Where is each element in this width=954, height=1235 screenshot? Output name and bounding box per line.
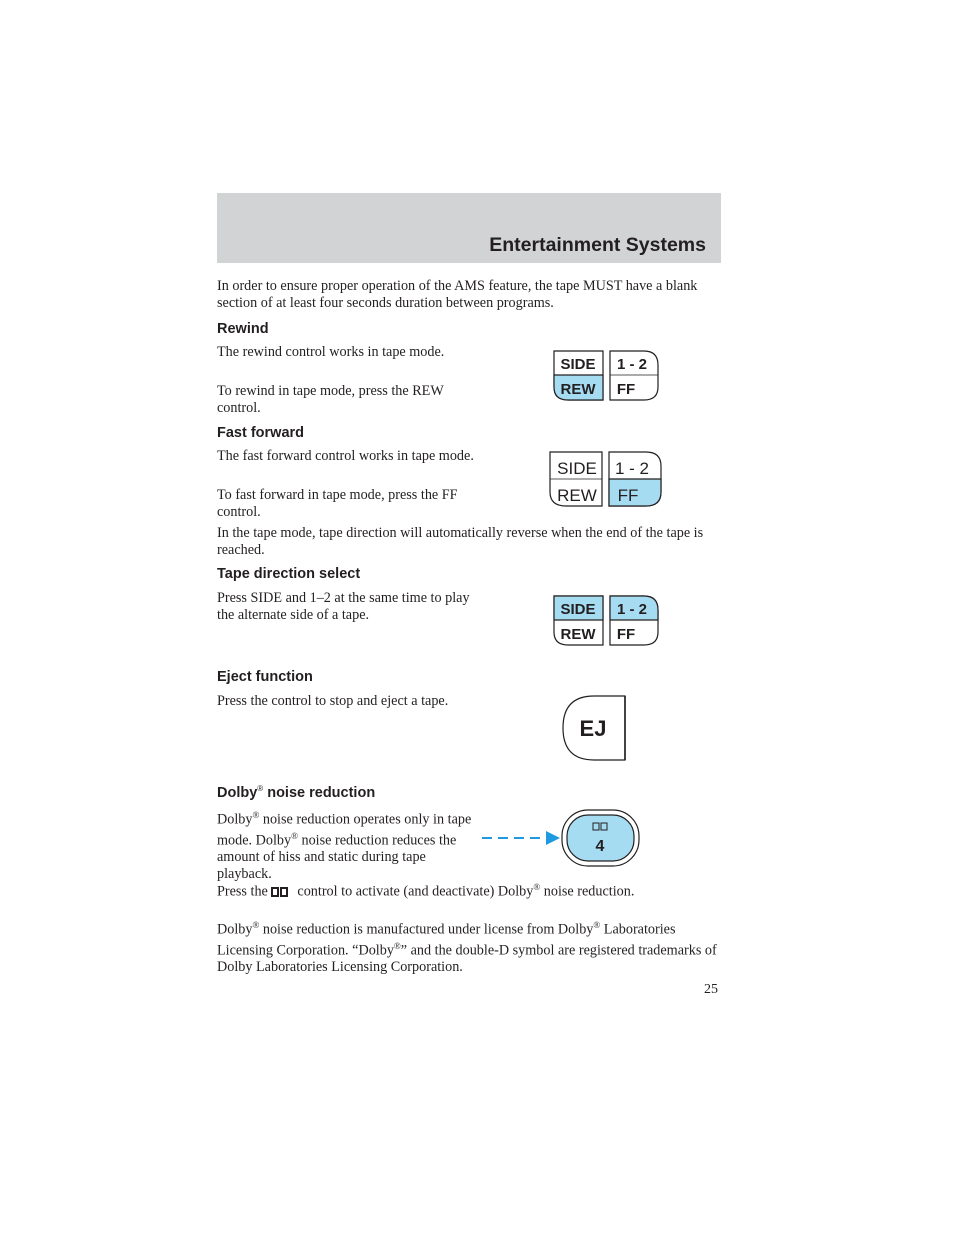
tape-direction-text: Press SIDE and 1–2 at the same time to play the alternate side of a tape. xyxy=(217,590,470,623)
rewind-text-1: The rewind control works in tape mode. xyxy=(217,344,445,360)
eject-text: Press the control to stop and eject a tape. xyxy=(217,693,449,709)
fast-forward-text-1: The fast forward control works in tape mode. xyxy=(217,448,474,464)
eject-control-figure xyxy=(558,692,632,766)
tape-direction-control-figure xyxy=(548,590,664,650)
page-number: 25 xyxy=(704,982,718,997)
tape-direction-heading: Tape direction select xyxy=(217,566,361,582)
fast-forward-heading: Fast forward xyxy=(217,425,305,441)
side-label: SIDE xyxy=(557,459,597,478)
dolby-control-figure xyxy=(478,806,644,870)
section-title: Entertainment Systems xyxy=(489,234,706,256)
arrow-right-icon xyxy=(546,831,560,845)
rew-label: REW xyxy=(560,626,596,643)
section-header xyxy=(217,193,721,263)
dolby-text-1: Dolby® noise reduction operates only in tape mode. Dolby® noise reduction reduces the amount of hiss and static during tape playback. xyxy=(217,810,472,882)
dolby-text-3: Dolby® noise reduction is manufactured under license from Dolby® Laboratories Licensing Corporation. “Dolby®” and the double-D symbol are registered trademarks of Dolby Laboratories Licensing Corporation. xyxy=(217,920,717,976)
dolby-text-2: Press the control to activate (and deactivate) Dolby® noise reduction. xyxy=(217,882,635,900)
rew-label: REW xyxy=(557,486,597,505)
auto-reverse-paragraph: In the tape mode, tape direction will automatically reverse when the end of the tape is reached. xyxy=(217,525,704,558)
fast-forward-text-2: To fast forward in tape mode, press the FF control. xyxy=(217,487,458,520)
ej-label: EJ xyxy=(579,716,607,741)
rewind-control-figure xyxy=(548,345,664,405)
dolby-heading: Dolby® noise reduction xyxy=(217,784,376,801)
ff-label: FF xyxy=(616,381,636,398)
eject-heading: Eject function xyxy=(217,669,313,685)
one-two-label: 1 - 2 xyxy=(616,601,648,618)
intro-paragraph: In order to ensure proper operation of the AMS feature, the tape MUST have a blank section of at least four seconds duration between programs. xyxy=(217,278,698,311)
rewind-heading: Rewind xyxy=(217,321,269,337)
side-label: SIDE xyxy=(560,356,596,373)
ff-label: FF xyxy=(616,626,636,643)
side-label: SIDE xyxy=(560,601,596,618)
ff-label: FF xyxy=(617,486,639,505)
one-two-label: 1 - 2 xyxy=(614,459,650,478)
rewind-text-2: To rewind in tape mode, press the REW control. xyxy=(217,383,444,416)
dolby-double-d-icon xyxy=(270,886,292,898)
preset-4-label: 4 xyxy=(595,838,605,855)
fast-forward-control-figure xyxy=(544,446,668,512)
rew-label: REW xyxy=(560,381,596,398)
one-two-label: 1 - 2 xyxy=(616,356,648,373)
